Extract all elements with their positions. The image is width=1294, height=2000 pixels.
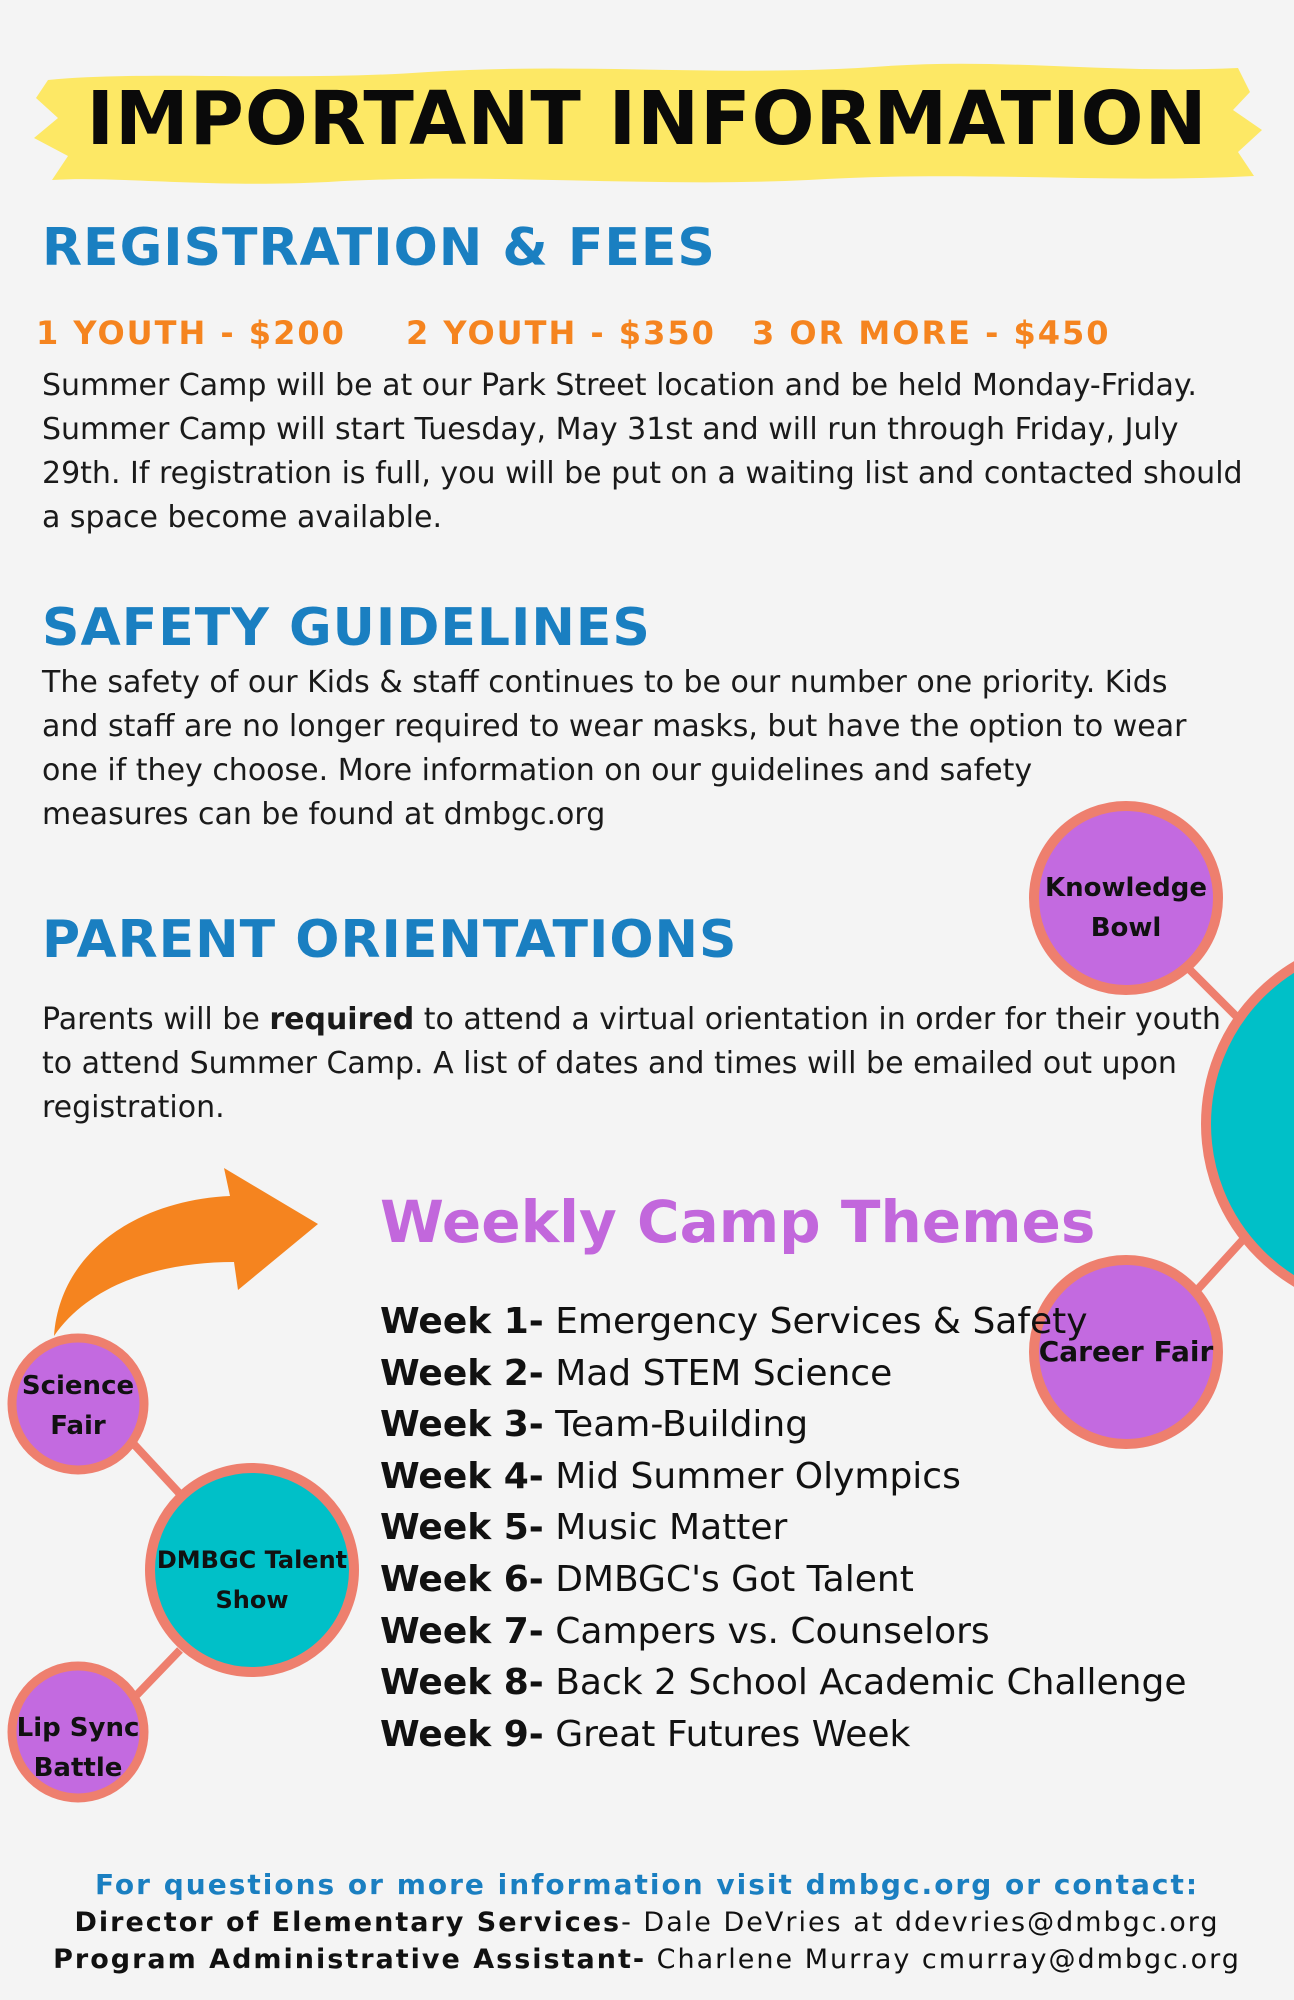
week-item — [380, 1709, 1186, 1761]
career-fair-text: Career Fair — [1038, 1335, 1214, 1368]
fee-2-youth: 2 YOUTH - $350 — [406, 314, 716, 352]
contact-role: Director of Elementary Services — [74, 1907, 622, 1938]
week-label: Week 8- — [380, 1662, 544, 1704]
week-theme: Emergency Services & Safety — [555, 1301, 1088, 1342]
week-label: Week 2- — [380, 1352, 544, 1394]
week-theme: Mid Summer Olympics — [555, 1455, 961, 1497]
science-fair-label — [8, 1366, 148, 1446]
week-item — [380, 1451, 1186, 1503]
contact-details: - Dale DeVries at ddevries@dmbgc.org — [621, 1907, 1220, 1938]
week-item — [380, 1399, 1186, 1451]
registration-line: Summer Camp will be at our Park Street location and be held Monday-Friday. — [42, 368, 1197, 403]
safety-line: The safety of our Kids & staff continues to be our number one priority. Kids — [42, 665, 1168, 700]
science-fair-text: Fair — [50, 1411, 106, 1441]
safety-title: SAFETY GUIDELINES — [42, 598, 651, 658]
parent-line: to attend Summer Camp. A list of dates and times will be emailed out upon — [42, 1046, 1177, 1081]
week-theme: Great Futures Week — [555, 1713, 911, 1755]
curved-arrow-icon — [54, 1168, 318, 1336]
parent-line-end: to attend a virtual orientation in order for their youth — [414, 1002, 1221, 1037]
footer-contact-assistant — [0, 1941, 1294, 1978]
week-item — [380, 1296, 1186, 1348]
page-title: IMPORTANT INFORMATION — [86, 76, 1208, 162]
week-label: Week 7- — [380, 1610, 544, 1652]
week-theme: Back 2 School Academic Challenge — [555, 1662, 1187, 1704]
talent-show-text: DMBGC Talent — [156, 1546, 348, 1574]
knowledge-bowl-text: Knowledge — [1045, 873, 1207, 903]
week-item — [380, 1348, 1186, 1400]
week-item — [380, 1502, 1186, 1554]
knowledge-bowl-label — [1034, 868, 1218, 948]
week-theme: Mad STEM Science — [555, 1352, 893, 1394]
talent-show-label — [150, 1540, 354, 1620]
connector-line — [130, 1440, 180, 1494]
contact-details: Charlene Murray cmurray@dmbgc.org — [646, 1944, 1241, 1975]
week-label: Week 9- — [380, 1713, 544, 1755]
week-label: Week 4- — [380, 1455, 544, 1497]
week-item — [380, 1657, 1186, 1709]
lip-sync-text: Battle — [33, 1753, 123, 1783]
fee-3-or-more: 3 OR MORE - $450 — [752, 314, 1111, 352]
registration-line: Summer Camp will start Tuesday, May 31st and will run through Friday, July — [42, 412, 1179, 447]
weekly-themes-title: Weekly Camp Themes — [380, 1188, 1096, 1256]
week-item — [380, 1554, 1186, 1606]
week-label: Week 1- — [380, 1301, 544, 1342]
parent-line: registration. — [42, 1090, 225, 1125]
science-fair-text: Science — [21, 1371, 135, 1401]
fee-1-youth: 1 YOUTH - $200 — [36, 314, 346, 352]
safety-line: one if they choose. More information on our guidelines and safety — [42, 753, 1033, 788]
lip-sync-label — [8, 1708, 148, 1788]
contact-role: Program Administrative Assistant- — [53, 1944, 647, 1975]
weekly-themes-list — [380, 1296, 1186, 1760]
week-theme: Music Matter — [555, 1507, 788, 1549]
week-label: Week 3- — [380, 1404, 544, 1446]
safety-line: and staff are no longer required to wear masks, but have the option to wear — [42, 709, 1187, 744]
footer-contact-director — [0, 1904, 1294, 1941]
week-item — [380, 1606, 1186, 1658]
week-theme: Team-Building — [555, 1404, 809, 1446]
registration-line: 29th. If registration is full, you will be put on a waiting list and contacted should — [42, 456, 1243, 491]
registration-title: REGISTRATION & FEES — [42, 218, 716, 278]
lip-sync-text: Lip Sync — [16, 1713, 140, 1743]
required-emphasis: required — [269, 1002, 415, 1037]
registration-line: a space become available. — [42, 500, 442, 535]
footer-info-line: For questions or more information visit dmbgc.org or contact: — [94, 1868, 1200, 1901]
week-theme: Campers vs. Counselors — [555, 1610, 990, 1652]
footer — [0, 1866, 1294, 1978]
parent-orientations-title: PARENT ORIENTATIONS — [42, 910, 738, 970]
parent-line-start: Parents will be — [42, 1002, 270, 1037]
safety-line: measures can be found at dmbgc.org — [42, 797, 606, 832]
talent-show-text: Show — [215, 1586, 289, 1614]
week-theme: DMBGC's Got Talent — [555, 1558, 914, 1600]
knowledge-bowl-text: Bowl — [1090, 913, 1162, 943]
week-label: Week 6- — [380, 1558, 544, 1600]
week-label: Week 5- — [380, 1507, 544, 1549]
